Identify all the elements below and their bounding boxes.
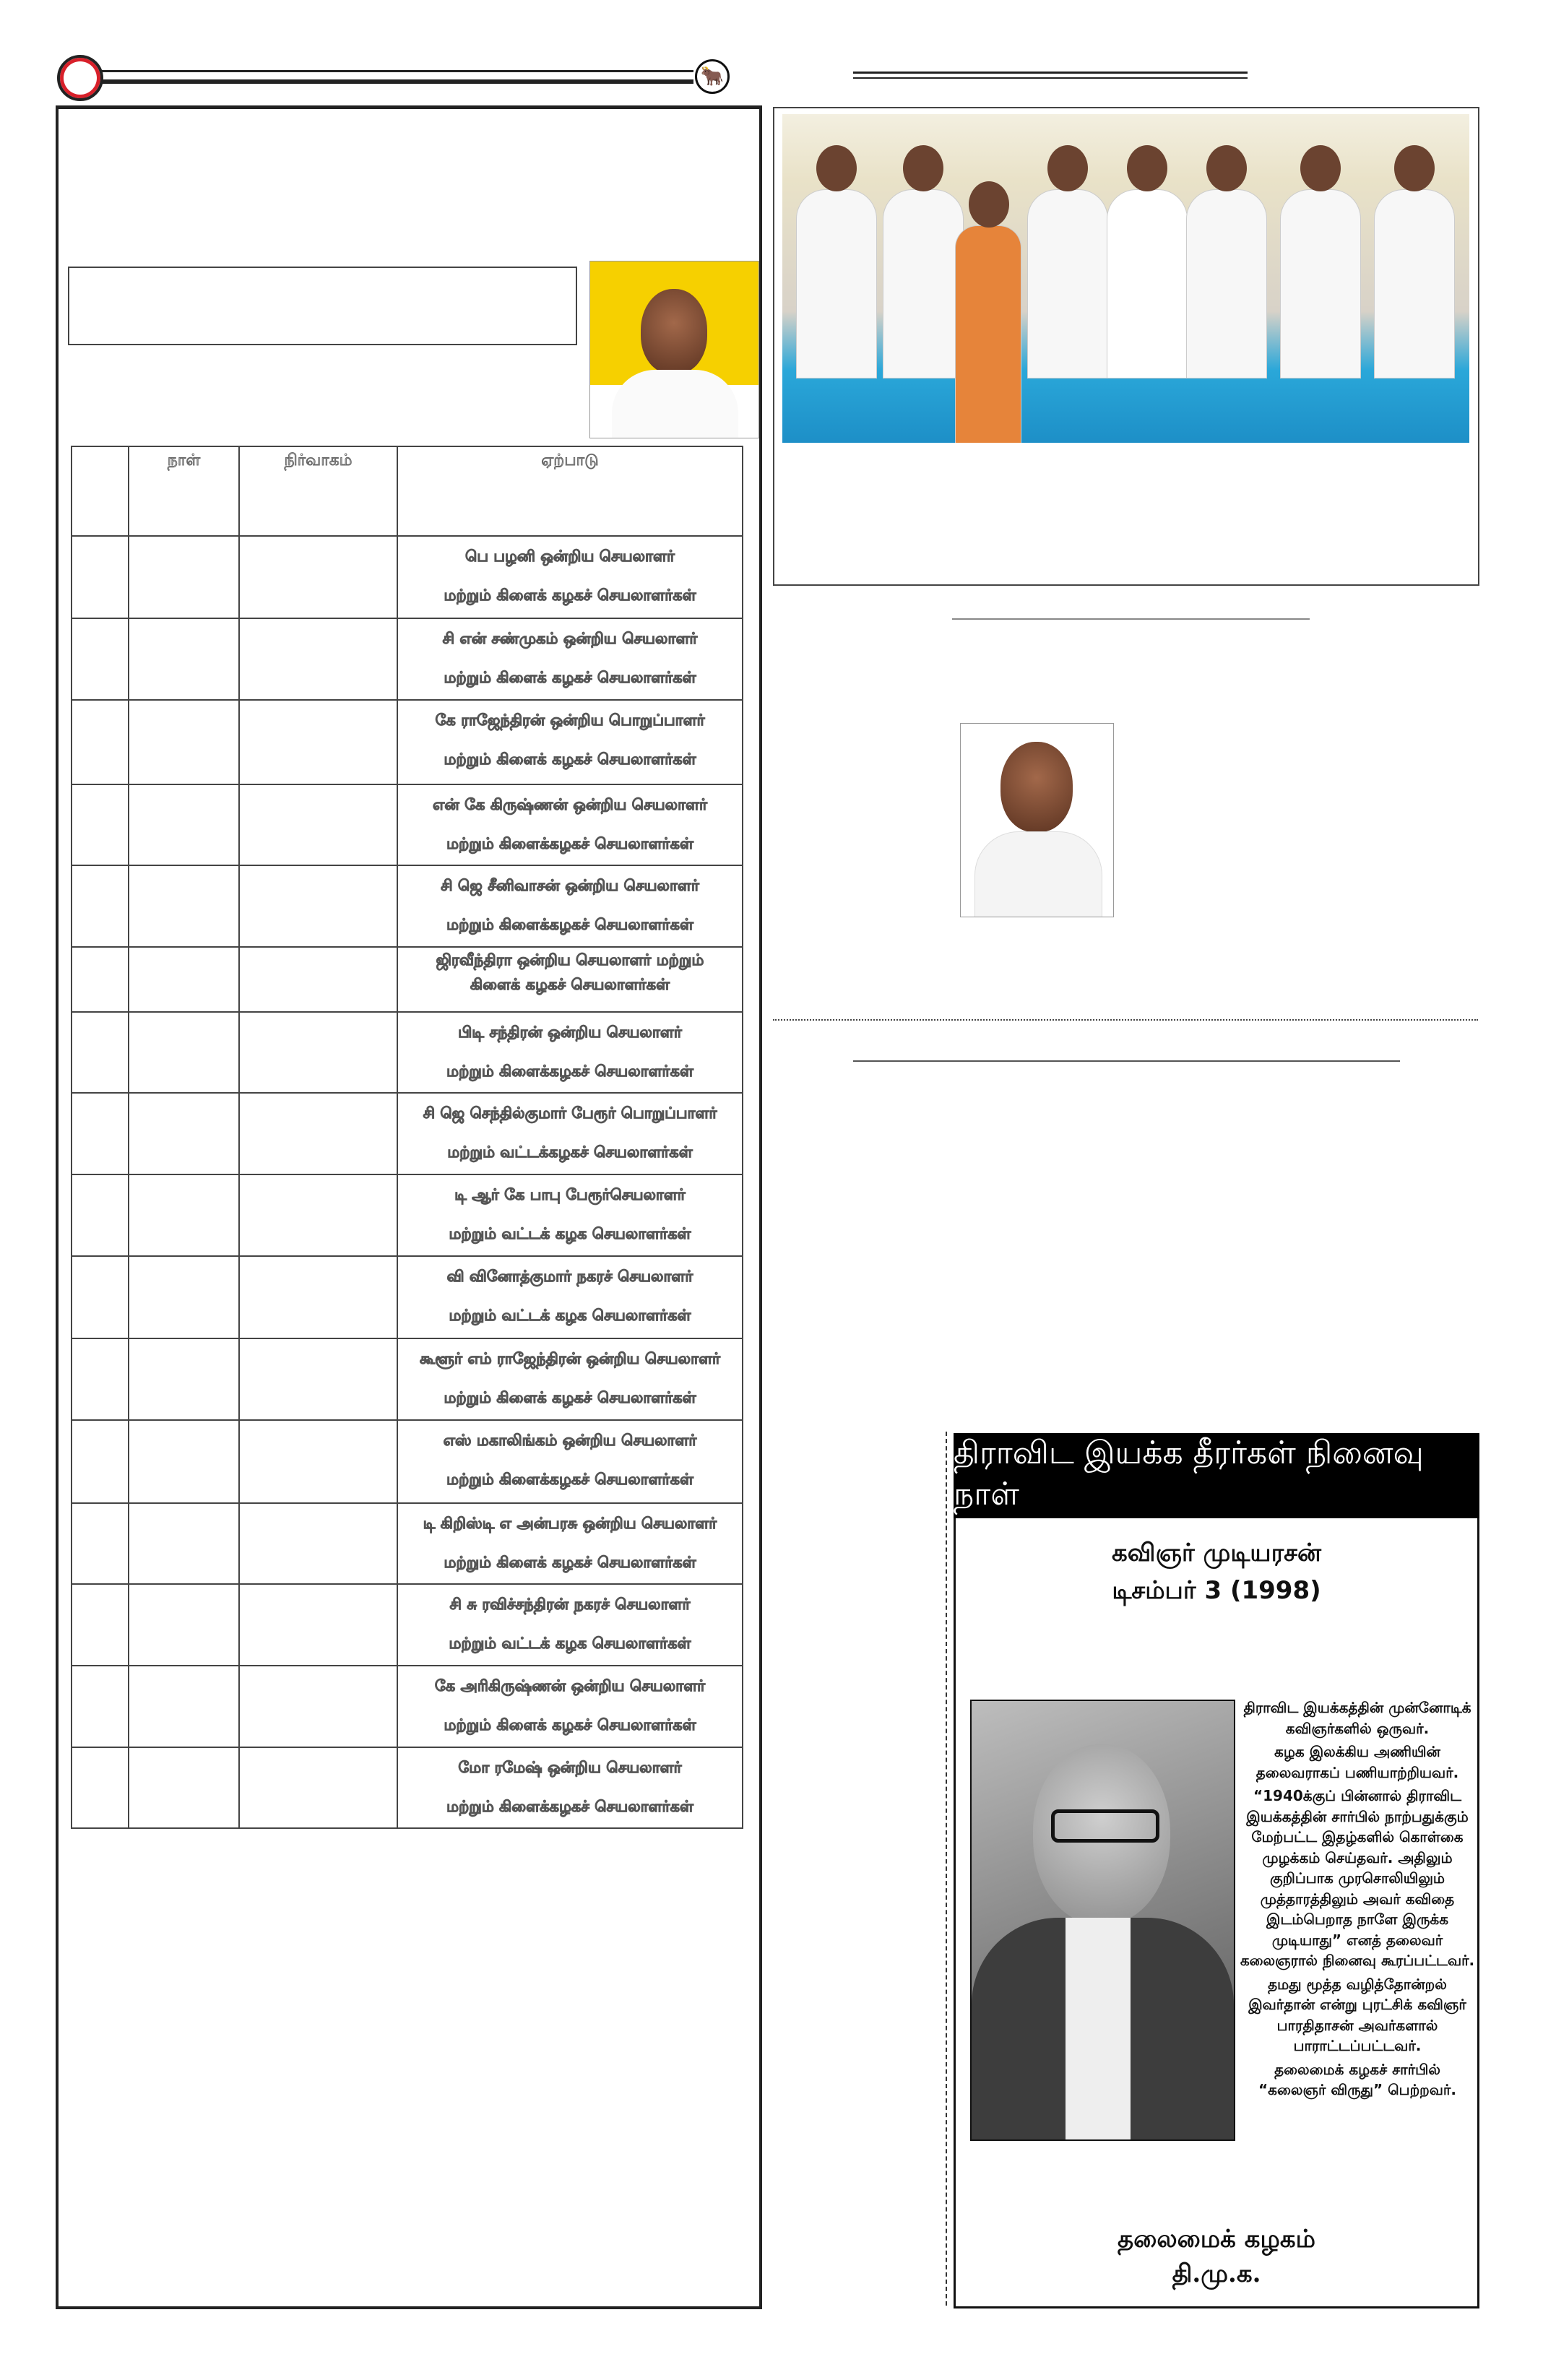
poet-portrait-photo	[970, 1700, 1235, 2141]
divider	[952, 618, 1310, 620]
arrangement-line2: மற்றும் வட்டக் கழக செயலாளர்கள்	[449, 1307, 691, 1324]
memorial-text	[1238, 1697, 1477, 2103]
table-cell	[239, 784, 397, 865]
table-cell	[239, 1093, 397, 1174]
table-cell	[129, 1338, 239, 1420]
arrangement-line2: கிளைக் கழகச் செயலாளர்கள்	[470, 976, 670, 993]
table-cell	[72, 700, 129, 784]
arrangement-cell	[397, 1420, 743, 1503]
table-cell	[72, 1256, 129, 1338]
arrangement-cell	[397, 1093, 743, 1174]
table-cell	[72, 1420, 129, 1503]
table-cell	[239, 1747, 397, 1828]
arrangement-cell	[397, 1666, 743, 1747]
table-row	[72, 784, 743, 865]
arrangement-line2: மற்றும் கிளைக் கழகச் செயலாளர்கள்	[444, 669, 696, 686]
header-serial	[72, 446, 129, 536]
arrangement-line2: மற்றும் கிளைக்கழகச் செயலாளர்கள்	[446, 1471, 693, 1488]
arrangement-cell	[397, 536, 743, 618]
arrangement-line2: மற்றும் கிளைக் கழகச் செயலாளர்கள்	[444, 1554, 696, 1571]
table-cell	[129, 1584, 239, 1666]
leader-portrait-photo	[589, 261, 759, 438]
arrangement-line2: மற்றும் கிளைக்கழகச் செயலாளர்கள்	[446, 1063, 693, 1080]
arrangement-cell	[397, 618, 743, 700]
arrangement-cell	[397, 865, 743, 947]
table-header-row	[72, 446, 743, 536]
table-cell	[72, 1747, 129, 1828]
memorial-footer-org: தலைமைக் கழகம்	[1118, 2225, 1315, 2254]
header-rule	[101, 70, 693, 84]
table-cell	[239, 618, 397, 700]
table-cell	[239, 1584, 397, 1666]
table-row	[72, 1012, 743, 1093]
member-portrait-photo	[960, 723, 1114, 917]
table-row	[72, 1338, 743, 1420]
arrangement-cell	[397, 1503, 743, 1584]
page-number-circle	[57, 55, 103, 101]
table-row	[72, 1174, 743, 1256]
table-row	[72, 1503, 743, 1584]
arrangement-line2: மற்றும் கிளைக்கழகச் செயலாளர்கள்	[446, 835, 693, 852]
table-cell	[239, 1174, 397, 1256]
arrangement-line2: மற்றும் கிளைக்கழகச் செயலாளர்கள்	[446, 1798, 693, 1815]
table-row	[72, 1093, 743, 1174]
table-row	[72, 536, 743, 618]
table-row	[72, 947, 743, 1012]
header-arrangement: ஏற்பாடு	[397, 446, 743, 536]
table-row	[72, 700, 743, 784]
rising-sun-bull-emblem-icon: 🐂	[695, 59, 730, 94]
table-row	[72, 1420, 743, 1503]
table-cell	[72, 1666, 129, 1747]
arrangement-line1: என் கே கிருஷ்ணன் ஒன்றிய செயலாளர்	[433, 796, 707, 813]
memorial-paragraph: தலைமைக் கழகச் சார்பில் “கலைஞர் விருது” பெற்றவர்.	[1258, 2060, 1456, 2098]
right-header-rule	[853, 72, 1248, 79]
header-administration: நிர்வாகம்	[239, 446, 397, 536]
arrangement-cell	[397, 1747, 743, 1828]
table-cell	[239, 1420, 397, 1503]
arrangement-line2: மற்றும் கிளைக் கழகச் செயலாளர்கள்	[444, 1716, 696, 1734]
table-cell	[72, 1093, 129, 1174]
table-cell	[129, 1093, 239, 1174]
table-cell	[72, 947, 129, 1012]
table-cell	[239, 1338, 397, 1420]
table-cell	[239, 1012, 397, 1093]
dotted-divider	[773, 1019, 1478, 1021]
table-cell	[239, 700, 397, 784]
table-cell	[129, 618, 239, 700]
table-row	[72, 865, 743, 947]
memorial-date: டிசம்பர் 3 (1998)	[1112, 1576, 1321, 1605]
arrangement-line1: மோ ரமேஷ் ஒன்றிய செயலாளர்	[458, 1759, 682, 1776]
schedule-table	[71, 446, 743, 1829]
arrangement-line1: கே ராஜேந்திரன் ஒன்றிய பொறுப்பாளர்	[435, 711, 705, 729]
divider	[853, 1060, 1400, 1062]
arrangement-line1: பெ பழனி ஒன்றிய செயலாளர்	[465, 548, 675, 565]
arrangement-line1: சி என் சண்முகம் ஒன்றிய செயலாளர்	[442, 630, 698, 647]
memorial-footer-party: தி.மு.க.	[1172, 2259, 1261, 2288]
table-cell	[239, 1256, 397, 1338]
table-row	[72, 618, 743, 700]
table-cell	[72, 1174, 129, 1256]
table-cell	[129, 1256, 239, 1338]
table-row	[72, 1256, 743, 1338]
arrangement-line2: மற்றும் கிளைக் கழகச் செயலாளர்கள்	[444, 750, 696, 768]
table-cell	[239, 1503, 397, 1584]
arrangement-line2: மற்றும் கிளைக் கழகச் செயலாளர்கள்	[444, 587, 696, 604]
table-cell	[72, 536, 129, 618]
arrangement-line2: மற்றும் கிளைக் கழகச் செயலாளர்கள்	[444, 1389, 696, 1406]
table-cell	[239, 865, 397, 947]
arrangement-line1: ஜிரவீந்திரா ஒன்றிய செயலாளர் மற்றும்	[436, 951, 704, 969]
event-photo	[782, 114, 1469, 443]
arrangement-cell	[397, 1012, 743, 1093]
arrangement-line1: சி ஜெ சீனிவாசன் ஒன்றிய செயலாளர்	[441, 877, 699, 894]
table-cell	[72, 1338, 129, 1420]
table-cell	[129, 1174, 239, 1256]
arrangement-cell	[397, 1338, 743, 1420]
ad-title-box	[68, 267, 577, 345]
memorial-paragraph: தமது மூத்த வழித்தோன்றல் இவர்தான் என்று புரட்சிக் கவிஞர் பாரதிதாசன் அவர்களால் பாராட்டப்பட்டவர்.	[1248, 1975, 1466, 2054]
table-cell	[72, 865, 129, 947]
table-cell	[129, 1747, 239, 1828]
table-cell	[129, 1666, 239, 1747]
arrangement-line1: டி ஆர் கே பாபு பேரூர்செயலாளர்	[454, 1186, 686, 1203]
table-cell	[129, 865, 239, 947]
arrangement-line2: மற்றும் வட்டக்கழகச் செயலாளர்கள்	[447, 1143, 693, 1161]
memorial-paragraph: கழக இலக்கிய அணியின் தலைவராகப் பணியாற்றியவர்.	[1255, 1743, 1459, 1781]
table-cell	[72, 784, 129, 865]
arrangement-line2: மற்றும் வட்டக் கழக செயலாளர்கள்	[449, 1225, 691, 1242]
memorial-paragraph: திராவிட இயக்கத்தின் முன்னோடிக் கவிஞர்களில் ஒருவர்.	[1243, 1699, 1471, 1737]
memorial-name: கவிஞர் முடியரசன்	[1112, 1539, 1321, 1567]
arrangement-cell	[397, 784, 743, 865]
arrangement-line1: கூளூர் எம் ராஜேந்திரன் ஒன்றிய செயலாளர்	[419, 1350, 721, 1367]
table-cell	[239, 1666, 397, 1747]
arrangement-line1: டி கிறிஸ்டி எ அன்பரசு ஒன்றிய செயலாளர்	[423, 1515, 717, 1532]
arrangement-cell	[397, 1584, 743, 1666]
arrangement-line2: மற்றும் கிளைக்கழகச் செயலாளர்கள்	[446, 916, 693, 933]
arrangement-line1: எஸ் மகாலிங்கம் ஒன்றிய செயலாளர்	[443, 1432, 697, 1449]
memorial-paragraph: “1940க்குப் பின்னால் திராவிட இயக்கத்தின் சார்பில் நாற்பதுக்கும் மேற்பட்ட இதழ்களில் கொள்கை முழக்கம் செய்தவர். அதிலும் குறிப்பாக முரசொலியிலும் முத்தாரத்திலும் அவர் கவிதை இடம்பெறாத நாளே இருக்க முடியாது” எனத் தலைவர் கலைஞரால் நினைவு கூரப்பட்டவர்.	[1240, 1787, 1475, 1969]
table-cell	[129, 700, 239, 784]
arrangement-line1: பிடி சந்திரன் ஒன்றிய செயலாளர்	[458, 1024, 682, 1041]
arrangement-cell	[397, 700, 743, 784]
table-cell	[72, 1012, 129, 1093]
table-cell	[239, 947, 397, 1012]
table-cell	[239, 536, 397, 618]
dashed-divider	[946, 1432, 947, 2306]
arrangement-line2: மற்றும் வட்டக் கழக செயலாளர்கள்	[449, 1635, 691, 1652]
table-cell	[72, 618, 129, 700]
table-cell	[129, 784, 239, 865]
table-cell	[72, 1584, 129, 1666]
table-row	[72, 1666, 743, 1747]
arrangement-cell	[397, 1256, 743, 1338]
table-cell	[129, 947, 239, 1012]
arrangement-line1: சி சு ரவிச்சந்திரன் நகரச் செயலாளர்	[449, 1596, 691, 1613]
arrangement-line1: கே அரிகிருஷ்ணன் ஒன்றிய செயலாளர்	[434, 1677, 706, 1695]
memorial-banner: திராவிட இயக்க தீரர்கள் நினைவு நாள்	[954, 1433, 1479, 1518]
arrangement-cell	[397, 1174, 743, 1256]
table-cell	[129, 536, 239, 618]
arrangement-cell	[397, 947, 743, 1012]
header-date: நாள்	[129, 446, 239, 536]
arrangement-line1: வி வினோத்குமார் நகரச் செயலாளர்	[446, 1268, 693, 1285]
table-cell	[129, 1503, 239, 1584]
table-cell	[129, 1012, 239, 1093]
table-cell	[129, 1420, 239, 1503]
table-row	[72, 1747, 743, 1828]
table-cell	[72, 1503, 129, 1584]
table-row	[72, 1584, 743, 1666]
arrangement-line1: சி ஜெ செந்தில்குமார் பேரூர் பொறுப்பாளர்	[423, 1104, 717, 1122]
